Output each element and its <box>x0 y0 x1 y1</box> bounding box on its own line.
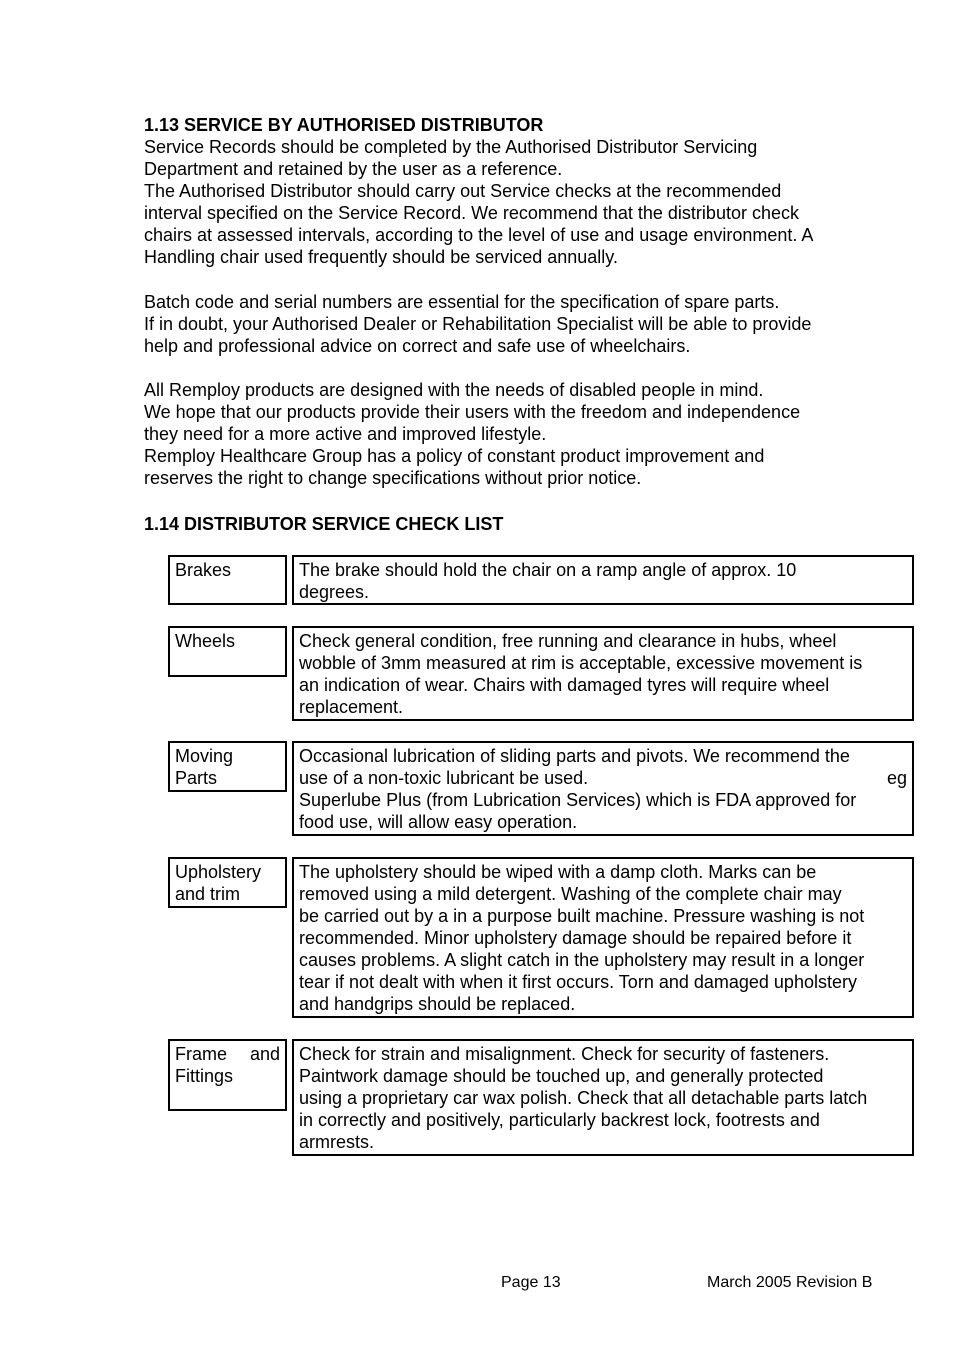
page-number: Page 13 <box>501 1274 561 1291</box>
desc-line: Paintwork damage should be touched up, and generally protected <box>299 1066 824 1086</box>
text-line: If in doubt, your Authorised Dealer or Rehabilitation Specialist will be able to provide <box>144 314 812 334</box>
text-line: help and professional advice on correct and safe use of wheelchairs. <box>144 336 691 356</box>
label-line: Brakes <box>175 560 232 580</box>
checklist-desc-wheels <box>292 626 914 721</box>
desc-line: degrees. <box>299 582 370 602</box>
text-line: chairs at assessed intervals, according to the level of use and usage environment. A <box>144 225 814 245</box>
text-line: Remploy Healthcare Group has a policy of constant product improvement and <box>144 446 765 466</box>
desc-line: replacement. <box>299 697 404 717</box>
checklist-label-moving-parts <box>168 741 287 792</box>
label-line: Moving <box>175 746 234 766</box>
text-line: We hope that our products provide their users with the freedom and independence <box>144 402 801 422</box>
text-line: interval specified on the Service Record. We recommend that the distributor check <box>144 203 799 223</box>
section-heading-1-13: 1.13 SERVICE BY AUTHORISED DISTRIBUTOR <box>144 115 544 135</box>
desc-line: removed using a mild detergent. Washing of the complete chair may <box>299 884 842 904</box>
section-heading-1-14: 1.14 DISTRIBUTOR SERVICE CHECK LIST <box>144 514 504 534</box>
desc-line: tear if not dealt with when it first occurs. Torn and damaged upholstery <box>299 972 857 992</box>
text-line: The Authorised Distributor should carry out Service checks at the recommended <box>144 181 782 201</box>
desc-line: Check for strain and misalignment. Check for security of fasteners. <box>299 1044 830 1064</box>
desc-line: armrests. <box>299 1132 375 1152</box>
checklist-label-brakes <box>168 555 287 605</box>
desc-line: wobble of 3mm measured at rim is acceptable, excessive movement is <box>299 653 863 673</box>
desc-line: The brake should hold the chair on a ramp angle of approx. 10 <box>299 560 797 580</box>
label-line: and trim <box>175 884 241 904</box>
checklist-label-frame-fittings <box>168 1039 287 1111</box>
checklist-desc-upholstery <box>292 857 914 1018</box>
desc-line: and handgrips should be replaced. <box>299 994 576 1014</box>
desc-line: Superlube Plus (from Lubrication Services) which is FDA approved for <box>299 790 857 810</box>
desc-line: Occasional lubrication of sliding parts and pivots. We recommend the <box>299 746 850 766</box>
label-line-left: Frame <box>175 1044 228 1064</box>
desc-line: Check general condition, free running and clearance in hubs, wheel <box>299 631 837 651</box>
checklist-label-upholstery <box>168 857 287 908</box>
desc-line-right: eg <box>886 768 907 788</box>
paragraph-remploy-products <box>144 379 884 489</box>
checklist-label-wheels <box>168 626 287 677</box>
text-line: Handling chair used frequently should be serviced annually. <box>144 247 618 267</box>
label-line: Upholstery <box>175 862 262 882</box>
paragraph-service-records <box>144 136 884 268</box>
desc-line: causes problems. A slight catch in the upholstery may result in a longer <box>299 950 865 970</box>
desc-line: be carried out by a in a purpose built machine. Pressure washing is not <box>299 906 865 926</box>
text-line: reserves the right to change specifications without prior notice. <box>144 468 642 488</box>
text-line: All Remploy products are designed with the needs of disabled people in mind. <box>144 380 764 400</box>
desc-line: The upholstery should be wiped with a damp cloth. Marks can be <box>299 862 817 882</box>
desc-line-justified <box>299 767 907 789</box>
label-line-justified <box>175 1043 280 1065</box>
desc-line: an indication of wear. Chairs with damaged tyres will require wheel <box>299 675 830 695</box>
paragraph-batch-code <box>144 291 884 357</box>
text-line: Batch code and serial numbers are essential for the specification of spare parts. <box>144 292 780 312</box>
desc-line: food use, will allow easy operation. <box>299 812 578 832</box>
text-line: they need for a more active and improved lifestyle. <box>144 424 547 444</box>
desc-line-left: use of a non-toxic lubricant be used. <box>299 768 589 788</box>
text-line: Department and retained by the user as a reference. <box>144 159 563 179</box>
label-line: Wheels <box>175 631 236 651</box>
label-line: Parts <box>175 768 218 788</box>
label-line: Fittings <box>175 1066 234 1086</box>
desc-line: in correctly and positively, particularly backrest lock, footrests and <box>299 1110 820 1130</box>
text-line: Service Records should be completed by the Authorised Distributor Servicing <box>144 137 758 157</box>
desc-line: using a proprietary car wax polish. Check that all detachable parts latch <box>299 1088 868 1108</box>
label-line-right: and <box>249 1044 280 1064</box>
checklist-desc-moving-parts <box>292 741 914 836</box>
checklist-desc-brakes <box>292 555 914 605</box>
revision-label: March 2005 Revision B <box>707 1274 873 1291</box>
checklist-desc-frame-fittings <box>292 1039 914 1156</box>
desc-line: recommended. Minor upholstery damage should be repaired before it <box>299 928 852 948</box>
